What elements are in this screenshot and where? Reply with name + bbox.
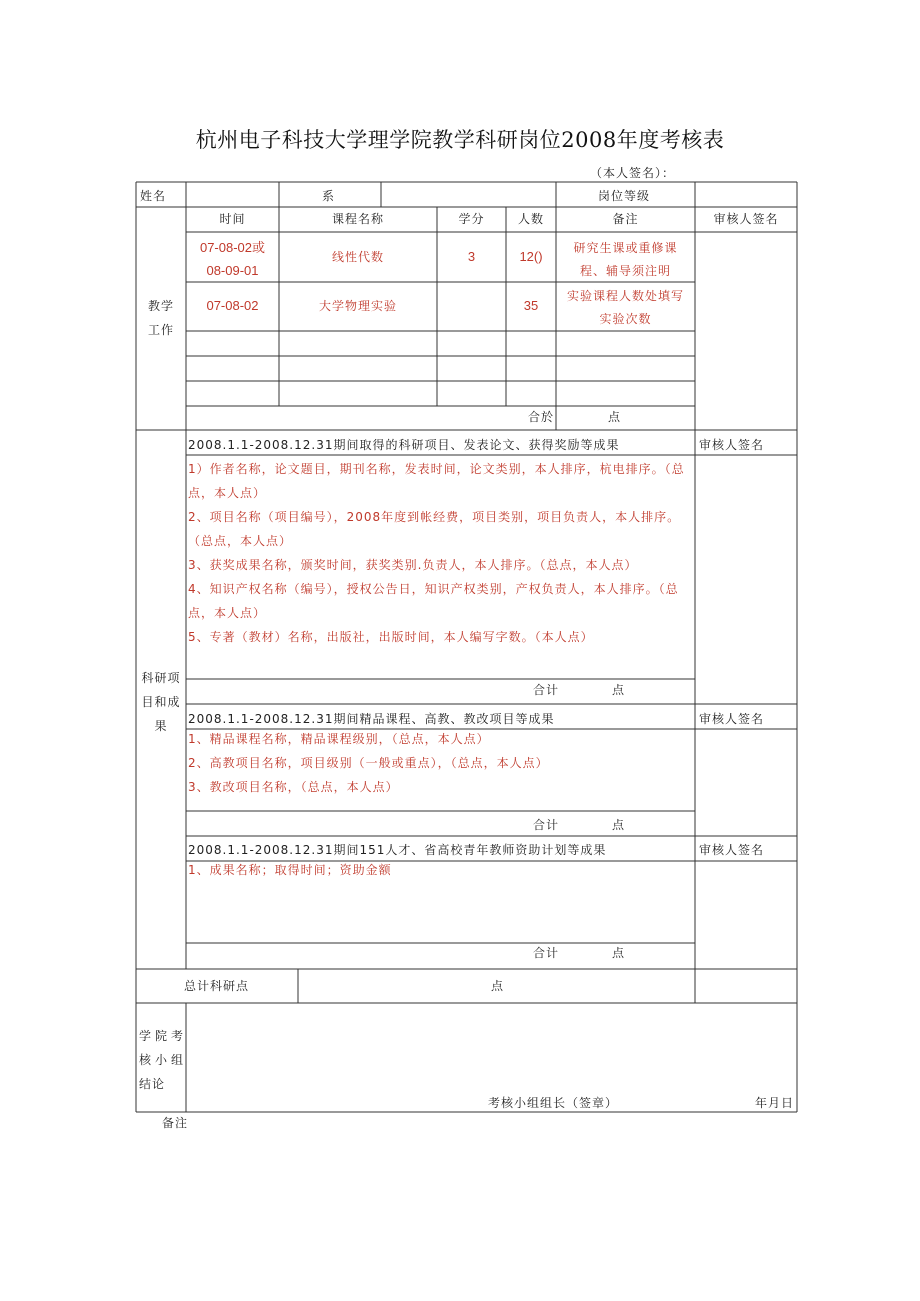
department-label: 系 (322, 189, 336, 203)
research-section-label-1: 科研项 (141, 671, 181, 685)
col-credit: 学分 (458, 212, 485, 226)
list-item: 3、获奖成果名称，颁奖时间，获奖类别.负责人，本人排序。（总点，本人点） (188, 558, 638, 572)
list-item: 5、专著（教材）名称，出版社，出版时间，本人编写字数。（本人点） (188, 630, 594, 644)
name-label: 姓名 (140, 189, 167, 203)
total-research-points-label: 总计科研点 (184, 979, 250, 993)
row2-course: 大学物理实验 (318, 299, 397, 313)
row2-note-line2: 实验次数 (599, 312, 652, 326)
research-block2-points: 点 (612, 818, 626, 832)
col-note: 备注 (612, 212, 639, 226)
teaching-points-label: 点 (608, 410, 622, 424)
row1-time-line1: 07-08-02或 (199, 240, 266, 255)
col-time: 时间 (219, 212, 246, 226)
list-item: 4、知识产权名称（编号），授权公告日，知识产权类别，产权负责人，本人排序。（总点，本人点） (188, 582, 679, 620)
list-item: 2、高教项目名称，项目级别（一般或重点），（总点，本人点） (188, 756, 549, 770)
research-block3-reviewer: 审核人签名 (699, 843, 765, 857)
signature-note: （本人签名）： (590, 166, 676, 180)
teaching-section-label: 教学 (147, 299, 174, 313)
row1-course: 线性代数 (331, 250, 384, 264)
page-title: 杭州电子科技大学理学院教学科研岗位2008年度考核表 (195, 128, 725, 152)
research-block2-heading: 2008.1.1-2008.12.31期间精品课程、高教、教改项目等成果 (188, 712, 555, 726)
research-block3-points: 点 (612, 946, 626, 960)
list-item: 3、教改项目名称，（总点，本人点） (188, 780, 399, 794)
research-block2-reviewer: 审核人签名 (699, 712, 765, 726)
research-block1-points: 点 (612, 683, 626, 697)
teaching-total-label: 合於 (528, 410, 555, 424)
conclusion-label-3: 结论 (139, 1077, 166, 1091)
row1-people: 12() (519, 249, 543, 264)
research-section-label-3: 果 (154, 719, 168, 733)
col-people: 人数 (517, 212, 544, 226)
col-course: 课程名称 (331, 212, 384, 226)
list-item: 1、成果名称；取得时间；资助金额 (188, 863, 392, 877)
conclusion-label-1: 学院考 (139, 1029, 188, 1043)
research-block3-heading: 2008.1.1-2008.12.31期间151人才、省高校青年教师资助计划等成果 (188, 843, 607, 857)
col-reviewer: 审核人签名 (713, 212, 779, 226)
research-block2-items (188, 727, 693, 799)
research-block3-total: 合计 (533, 946, 560, 960)
position-level-label: 岗位等级 (598, 189, 651, 203)
teaching-section-label-2: 工作 (147, 323, 174, 337)
footer-note: 备注 (162, 1116, 189, 1130)
row2-people: 35 (523, 298, 539, 313)
row2-time: 07-08-02 (206, 298, 259, 313)
list-item: 1）作者名称，论文题目，期刊名称，发表时间，论文类别，本人排序，杭电排序。（总点，本人点） (188, 462, 685, 500)
row2-note-line1: 实验课程人数处填写 (566, 289, 684, 303)
list-item: 1、精品课程名称，精品课程级别，（总点，本人点） (188, 732, 490, 746)
date-label: 年月日 (755, 1096, 795, 1110)
row1-credit: 3 (467, 249, 476, 264)
row1-note-line2: 程、辅导须注明 (579, 264, 671, 278)
research-block1-total: 合计 (533, 683, 560, 697)
research-section-label-2: 目和成 (141, 695, 181, 709)
research-block1-heading: 2008.1.1-2008.12.31期间取得的科研项目、发表论文、获得奖励等成果 (188, 438, 620, 452)
leader-signature-label: 考核小组组长（签章） (488, 1096, 619, 1110)
total-research-points-unit: 点 (491, 979, 505, 993)
row1-note-line1: 研究生课或重修课 (573, 241, 678, 255)
research-block3-items (188, 858, 693, 882)
research-block1-items (188, 457, 693, 649)
research-block1-reviewer: 审核人签名 (699, 438, 765, 452)
row1-time-line2: 08-09-01 (206, 263, 259, 278)
list-item: 2、项目名称（项目编号），2008年度到帐经费，项目类别，项目负责人，本人排序。（总点，本人点） (188, 510, 681, 548)
research-block2-total: 合计 (533, 818, 560, 832)
conclusion-label-2: 核小组 (139, 1053, 188, 1067)
